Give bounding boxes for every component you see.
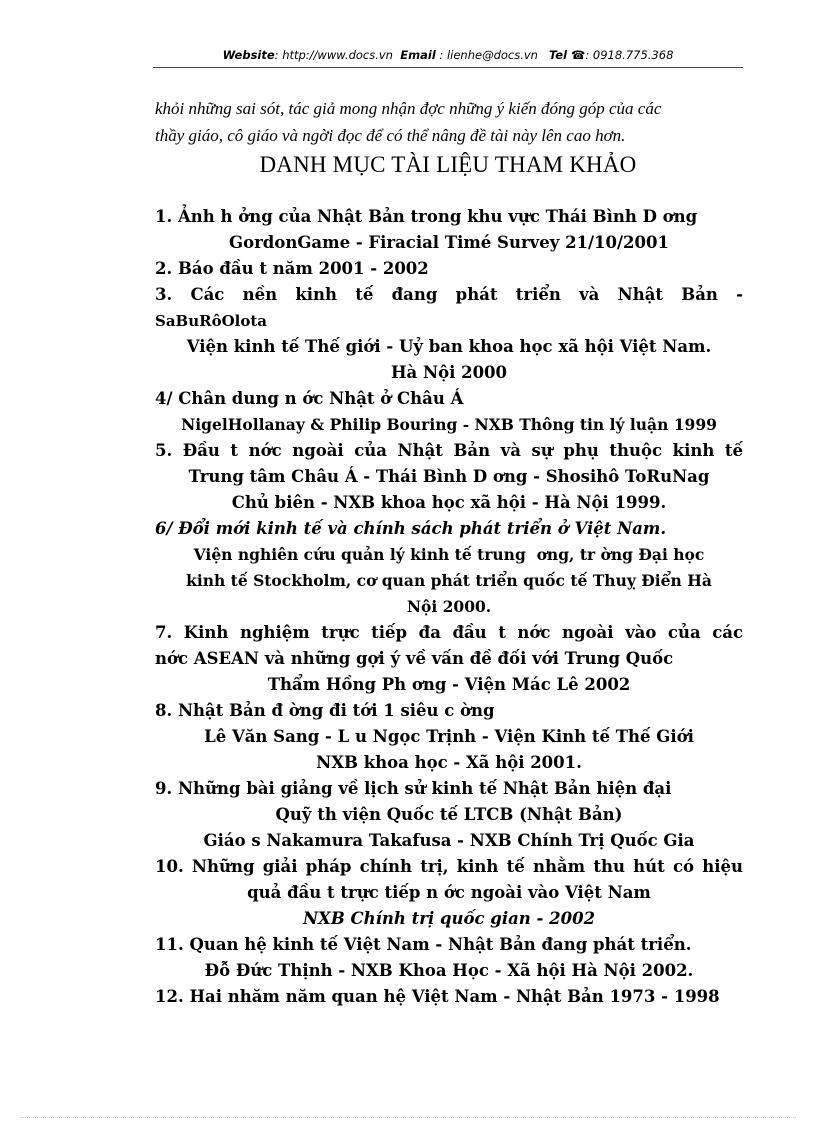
ref-line: 1. Ảnh h ởng của Nhật Bản trong khu vực Thái Bình D ơng <box>155 207 698 226</box>
tel-label: Tel ☎ <box>548 48 586 62</box>
ref-line: 7. Kinh nghiệm trực tiếp đa đầu t nớc ngoài vào của các <box>155 623 743 642</box>
ref-line: 8. Nhật Bản đ ờng đi tới 1 siêu c ờng <box>155 701 495 720</box>
intro-paragraph <box>155 95 747 149</box>
email-value[interactable]: : lienhe@docs.vn <box>435 48 538 62</box>
email-label: Email <box>400 48 436 62</box>
intro-line: thầy giáo, cô giáo và ngời đọc để có thể nâng đề tài này lên cao hơn. <box>155 126 626 145</box>
ref-line: 10. Những giải pháp chính trị, kinh tế nhằm thu hút có hiệu <box>155 857 743 876</box>
page-title: DANH MỤC TÀI LIỆU THAM KHẢO <box>259 152 637 177</box>
ref-line: Giáo s Nakamura Takafusa - NXB Chính Trị Quốc Gia <box>203 831 695 850</box>
tel-value: : 0918.775.368 <box>585 48 674 62</box>
website-label: Website <box>222 48 275 62</box>
ref-line: Viện nghiên cứu quản lý kinh tế trung ơng, tr ờng Đại học <box>193 545 705 564</box>
ref-line: 11. Quan hệ kinh tế Việt Nam - Nhật Bản đang phát triển. <box>155 935 692 954</box>
ref-line: 5. Đầu t nớc ngoài của Nhật Bản và sự phụ thuộc kinh tế <box>155 441 743 460</box>
ref-line: Thẩm Hồng Ph ơng - Viện Mác Lê 2002 <box>267 675 631 694</box>
ref-line: SaBuRôOlota <box>155 312 268 330</box>
ref-line: 2. Báo đầu t năm 2001 - 2002 <box>155 259 429 278</box>
ref-line: Chủ biên - NXB khoa học xã hội - Hà Nội 1999. <box>231 493 667 512</box>
ref-line: Nội 2000. <box>406 597 492 616</box>
ref-line: 3. Các nền kinh tế đang phát triển và Nhật Bản - <box>155 285 743 304</box>
ref-line: quả đầu t trực tiếp n ớc ngoài vào Việt Nam <box>247 883 651 902</box>
header-divider <box>153 67 743 68</box>
ref-line: 12. Hai nhăm năm quan hệ Việt Nam - Nhật Bản 1973 - 1998 <box>155 987 720 1006</box>
page-header <box>153 48 743 62</box>
website-value[interactable]: : http://www.docs.vn <box>274 48 393 62</box>
ref-line: 4/ Chân dung n ớc Nhật ở Châu Á <box>155 389 464 408</box>
ref-line: nớc ASEAN và những gợi ý về vấn đề đối với Trung Quốc <box>155 649 674 668</box>
ref-line: NigelHollanay & Philip Bouring - NXB Thông tin lý luận 1999 <box>181 415 717 434</box>
ref-line: Trung tâm Châu Á - Thái Bình D ơng - Shosihô ToRuNag <box>188 467 710 486</box>
ref-line: Lê Văn Sang - L u Ngọc Trịnh - Viện Kinh tế Thế Giới <box>204 727 694 746</box>
ref-line: kinh tế Stockholm, cơ quan phát triển quốc tế Thuỵ Điển Hà <box>186 571 712 590</box>
ref-line: 9. Những bài giảng về lịch sử kinh tế Nhật Bản hiện đại <box>155 779 672 798</box>
page-bottom-border <box>20 1117 796 1118</box>
ref-line: NXB Chính trị quốc gian - 2002 <box>302 909 596 928</box>
ref-line: GordonGame - Firacial Timé Survey 21/10/2001 <box>229 233 669 252</box>
ref-line: Quỹ th viện Quốc tế LTCB (Nhật Bản) <box>275 805 623 824</box>
reference-list <box>155 204 743 1010</box>
ref-line: Viện kinh tế Thế giới - Uỷ ban khoa học xã hội Việt Nam. <box>186 337 712 356</box>
ref-line: NXB khoa học - Xã hội 2001. <box>316 753 582 772</box>
intro-line: khỏi những sai sót, tác giả mong nhận đợc những ý kiến đóng góp của các <box>155 99 662 118</box>
ref-line: 6/ Đổi mới kinh tế và chính sách phát triển ở Việt Nam. <box>155 519 667 538</box>
ref-line: Đỗ Đức Thịnh - NXB Khoa Học - Xã hội Hà Nội 2002. <box>204 961 694 980</box>
ref-line: Hà Nội 2000 <box>390 363 508 382</box>
